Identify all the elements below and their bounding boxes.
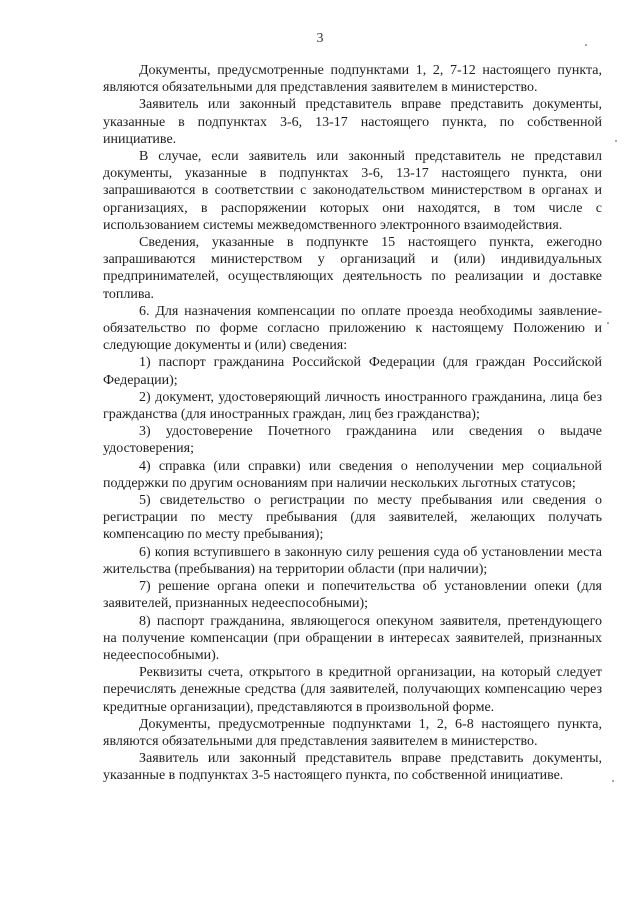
- scan-speck: [615, 140, 617, 142]
- list-item-1: 1) паспорт гражданина Российской Федерации (для граждан Российской Федерации);: [103, 355, 602, 388]
- list-item-5: 5) свидетельство о регистрации по месту пребывания или сведения о регистрации по месту пребывания (для заявителей, желающих получать компенсацию по месту пребывания);: [103, 493, 602, 543]
- paragraph-optional-docs-1: Заявитель или законный представитель вправе представить документы, указанные в подпунктах 3-6, 13-17 настоящего пункта, по собственной инициативе.: [103, 97, 602, 147]
- paragraph-section-6-intro: 6. Для назначения компенсации по оплате проезда необходимы заявление-обязательство по форме согласно приложению к настоящему Положению и следующие документы и (или) сведения:: [103, 303, 602, 354]
- paragraph-optional-docs-2: Заявитель или законный представитель вправе представить документы, указанные в подпунктах 3-5 настоящего пункта, по собственной инициативе.: [103, 751, 602, 784]
- paragraph-mandatory-docs-1: Документы, предусмотренные подпунктами 1, 2, 7-12 настоящего пункта, являются обязательными для представления заявителем в министерство.: [103, 63, 602, 96]
- list-item-6: 6) копия вступившего в законную силу решения суда об установлении места жительства (пребывания) на территории области (при наличии);: [103, 544, 602, 577]
- page-number: 3: [316, 31, 324, 46]
- list-item-8: 8) паспорт гражданина, являющегося опекуном заявителя, претендующего на получение компенсации (при обращении в интересах заявителей, признанных недееспособными).: [103, 613, 602, 663]
- list-item-4: 4) справка (или справки) или сведения о неполучении мер социальной поддержки по другим основаниям при наличии нескольких льготных статусов;: [103, 458, 602, 491]
- paragraph-fuel-info: Сведения, указанные в подпункте 15 настоящего пункта, ежегодно запрашиваются министерством у организаций и (или) индивидуальных предпринимателей, осуществляющих деятельность по реализации и доставке топлива.: [103, 235, 602, 302]
- paragraph-account-details: Реквизиты счета, открытого в кредитной организации, на который следует перечислять денежные средства (для заявителей, получающих компенсацию через кредитные организации), представляются в произвольной форме.: [103, 665, 602, 715]
- list-item-7: 7) решение органа опеки и попечительства об установлении опеки (для заявителей, признанных недееспособными);: [103, 579, 602, 612]
- list-item-3: 3) удостоверение Почетного гражданина или сведения о выдаче удостоверения;: [103, 424, 602, 457]
- scan-speck: [612, 780, 614, 782]
- paragraph-mandatory-docs-2: Документы, предусмотренные подпунктами 1, 2, 6-8 настоящего пункта, являются обязательными для представления заявителем в министерство.: [103, 716, 602, 749]
- scan-speck: [585, 44, 587, 46]
- list-item-2: 2) документ, удостоверяющий личность иностранного гражданина, лица без гражданства (для иностранных граждан, лиц без гражданства);: [103, 389, 602, 423]
- scan-speck: [607, 322, 609, 324]
- paragraph-interagency-request: В случае, если заявитель или законный представитель не представил документы, указанные в подпунктах 3-6, 13-17 настоящего пункта, они запрашиваются в соответствии с законодательством министерством в органах и организациях, в распоряжении которых они находятся, в том числе с использованием системы межведомственного электронного взаимодействия.: [103, 149, 602, 233]
- document-body: [103, 62, 602, 785]
